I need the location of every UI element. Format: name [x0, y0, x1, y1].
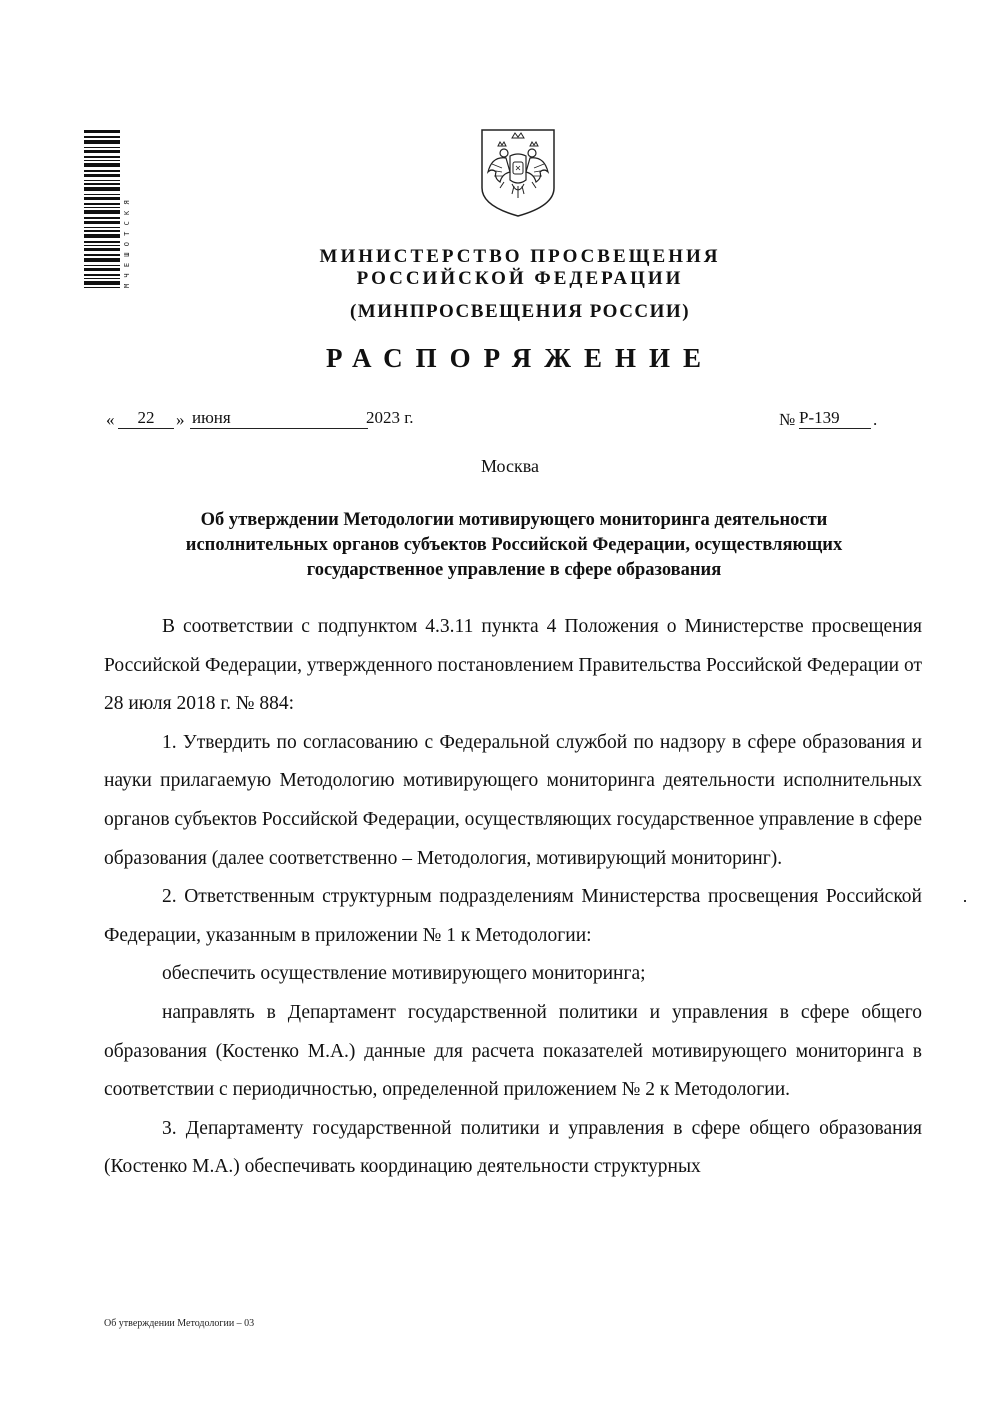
- date-number-line: [104, 408, 924, 436]
- date-year: 2023 г.: [366, 408, 414, 427]
- coat-of-arms-icon: [478, 126, 558, 218]
- document-body: [104, 608, 922, 1187]
- document-number-field: [799, 408, 871, 429]
- paragraph-item-2: 2. Ответственным структурным подразделениям Министерства просвещения Российской Федерации, указанным в приложении № 1 к Методологии:: [104, 886, 922, 946]
- date-day-field: [118, 408, 174, 429]
- subject-line3: государственное управление в сфере образования: [306, 560, 722, 580]
- date-open-quote: «: [106, 410, 115, 429]
- paragraph-item-3: 3. Департаменту государственной политики и управления в сфере общего образования (Костенко М.А.) обеспечивать координацию деятельности структурных: [104, 1117, 922, 1178]
- ministry-short-name: (МИНПРОСВЕЩЕНИЯ РОССИИ): [349, 301, 691, 322]
- document-subject: [104, 508, 924, 583]
- paragraph-item-1: 1. Утвердить по согласованию с Федеральной службой по надзору в сфере образования и науки прилагаемую Методологию мотивирующего мониторинга деятельности исполнительных органов субъектов Российской Федерации, осуществляющих государственное управление в сфере образования (далее соответственно – Методология, мотивирующий мониторинг).: [104, 731, 922, 869]
- number-suffix: .: [873, 410, 878, 429]
- paragraph-item-2-sub-2: направлять в Департамент государственной политики и управления в сфере общего образования (Костенко М.А.) данные для расчета показателей мотивирующего мониторинга в соответствии с периодичностью, определенной приложением № 2 к Методологии.: [104, 1001, 922, 1101]
- subject-line1: Об утверждении Методологии мотивирующего мониторинга деятельности: [200, 510, 828, 530]
- barcode: [84, 130, 120, 288]
- paragraph-preamble: В соответствии с подпунктом 4.3.11 пункта 4 Положения о Министерстве просвещения Российской Федерации, утвержденного постановлением Правительства Российской Федерации от 28 июля 2018 г. № 884:: [104, 616, 922, 715]
- number-prefix: №: [779, 410, 796, 429]
- document-type-title: РАСПОРЯЖЕНИЕ: [325, 343, 715, 373]
- document-number: Р-139: [799, 408, 840, 427]
- date-close-quote: »: [176, 410, 185, 429]
- paragraph-item-2-sub-1: обеспечить осуществление мотивирующего мониторинга;: [162, 963, 646, 985]
- subject-line2: исполнительных органов субъектов Российской Федерации, осуществляющих: [185, 535, 843, 555]
- barcode-caption: М Ч Е Ш О Т С К Я: [123, 199, 131, 288]
- city: Москва: [481, 456, 539, 476]
- ministry-name-line1: МИНИСТЕРСТВО ПРОСВЕЩЕНИЯ: [319, 246, 721, 267]
- date-month-field: [190, 408, 368, 429]
- date-month: июня: [192, 408, 231, 427]
- date-day: 22: [137, 408, 155, 427]
- footer-file-name: Об утверждении Методологии – 03: [104, 1318, 255, 1329]
- ministry-name-line2: РОССИЙСКОЙ ФЕДЕРАЦИИ: [356, 268, 684, 289]
- scan-speck: [964, 900, 966, 902]
